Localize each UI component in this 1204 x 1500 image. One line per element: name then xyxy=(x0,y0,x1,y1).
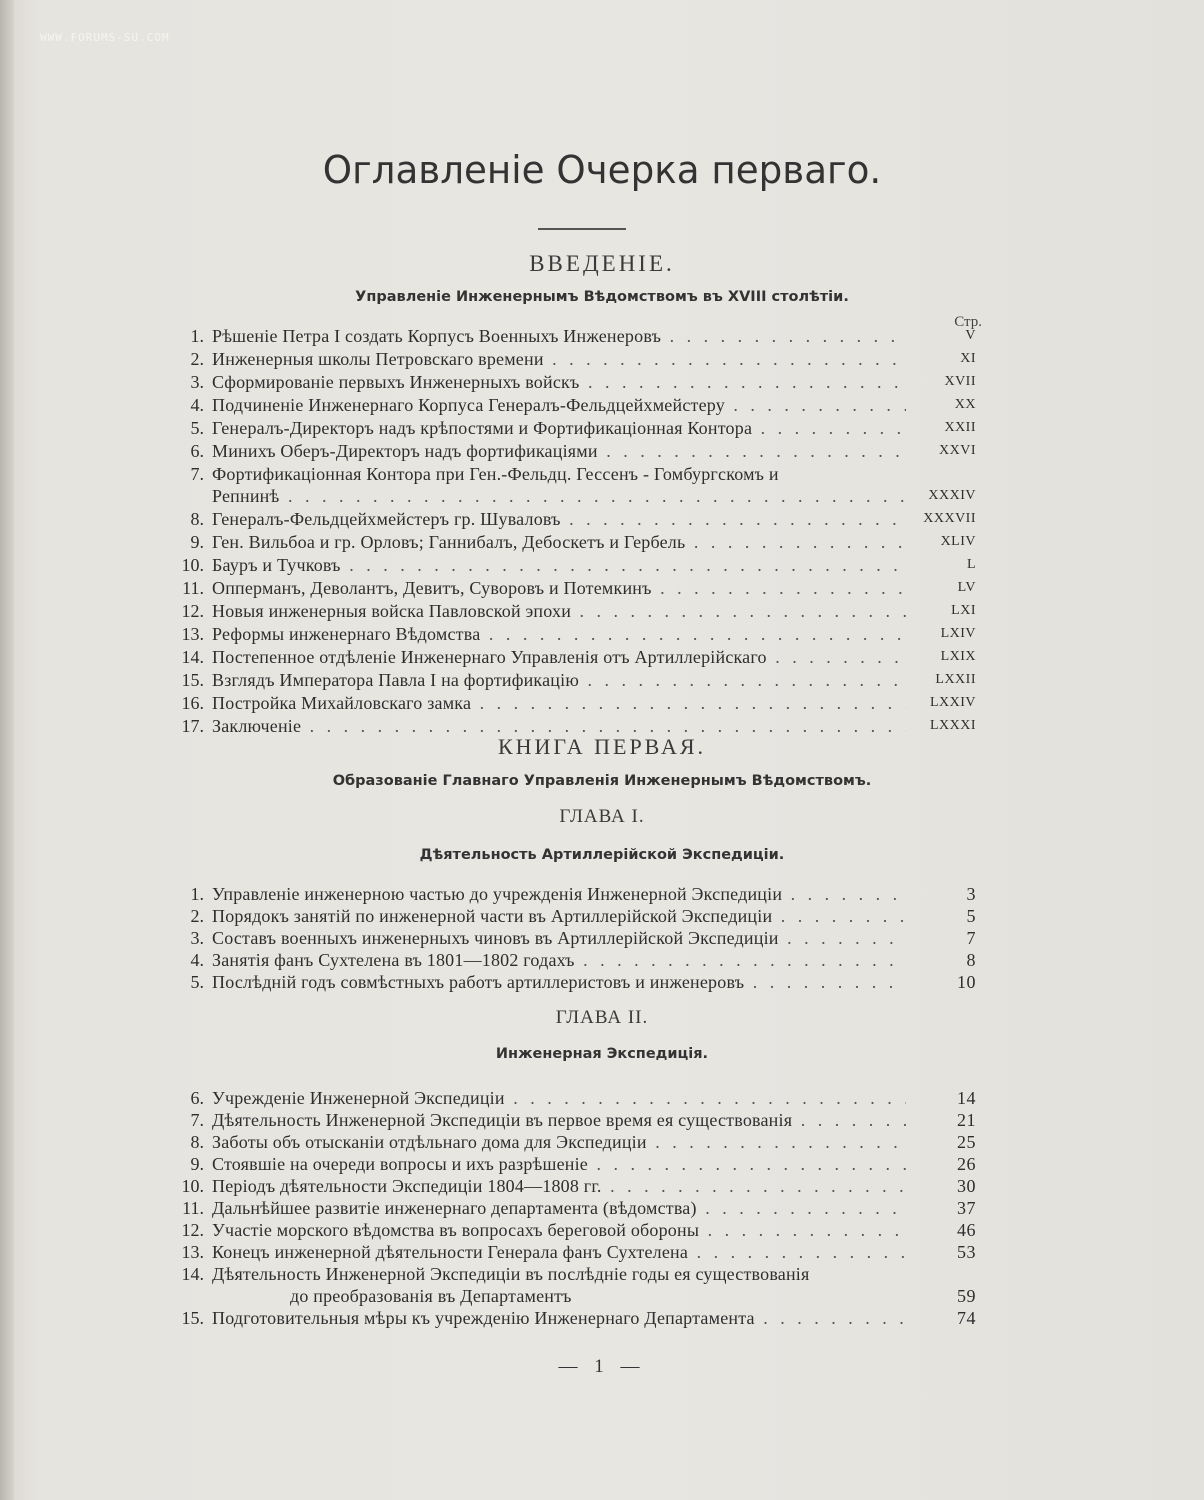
entry-title: Учрежденіе Инженерной Экспедиціи . . . xyxy=(212,1087,906,1109)
entry-number: 11. xyxy=(182,1198,204,1218)
toc-entry xyxy=(168,1087,976,1109)
entry-page: XI xyxy=(960,351,976,366)
entry-title: Дѣятельность Инженерной Экспедиціи въ послѣдніе годы ея существованія xyxy=(212,1264,810,1284)
entry-title: Взглядъ Императора Павла I на фортификацію . . . xyxy=(212,669,906,691)
entry-title: Заботы объ отысканіи отдѣльнаго дома для Экспедиціи . . . xyxy=(212,1131,906,1153)
toc-entry xyxy=(168,1109,976,1131)
page-column-label: Стр. xyxy=(954,314,982,330)
toc-entry xyxy=(168,325,976,347)
entry-title: Дѣятельность Инженерной Экспедиціи въ первое время ея существованія . . . xyxy=(212,1109,906,1131)
entry-page: 21 xyxy=(957,1110,976,1130)
toc-entry xyxy=(168,600,976,622)
entry-number: 16. xyxy=(181,693,204,713)
entry-page: LXI xyxy=(951,603,976,618)
entry-number: 1. xyxy=(190,884,204,904)
entry-page: V xyxy=(965,328,976,343)
toc-entry xyxy=(168,1175,976,1197)
entry-page: 8 xyxy=(966,950,976,970)
page-title: Оглавленіе Очерка перваго. xyxy=(322,148,882,192)
entry-number: 8. xyxy=(190,1132,204,1152)
entry-page: 59 xyxy=(957,1286,976,1306)
entry-page: 14 xyxy=(957,1088,976,1108)
entry-number: 15. xyxy=(181,1308,204,1328)
intro-subheading: Управленіе Инженернымъ Вѣдомствомъ въ XVIII столѣтіи. xyxy=(355,289,849,305)
chapter1-subheading: Дѣятельность Артиллерійской Экспедиціи. xyxy=(419,847,785,863)
toc-entry xyxy=(168,949,976,971)
entry-page: 7 xyxy=(966,928,976,948)
entry-page: 37 xyxy=(957,1198,976,1218)
toc-entry xyxy=(168,883,976,905)
chapter1-heading: ГЛАВА I. xyxy=(559,806,645,827)
entry-page: 30 xyxy=(957,1176,976,1196)
entry-page: 25 xyxy=(957,1132,976,1152)
toc-entry xyxy=(168,440,976,462)
entry-title: Генералъ-Директоръ надъ крѣпостями и Фортификаціонная Контора . . . xyxy=(212,417,906,439)
entry-number: 5. xyxy=(190,972,204,992)
toc-entry xyxy=(168,1219,976,1241)
entry-number: 6. xyxy=(190,441,204,461)
entry-page: 46 xyxy=(957,1220,976,1240)
entry-title: Послѣдній годъ совмѣстныхъ работъ артиллеристовъ и инженеровъ . . . xyxy=(212,971,906,993)
entry-page: LXXII xyxy=(935,672,976,687)
entry-page: 5 xyxy=(966,906,976,926)
toc-entry xyxy=(168,531,976,553)
entry-page: 10 xyxy=(957,972,976,992)
toc-entry xyxy=(168,1131,976,1153)
entry-page: XXXVII xyxy=(923,511,976,526)
entry-number: 4. xyxy=(190,395,204,415)
entry-title-continued: до преобразованія въ Департаментъ xyxy=(290,1286,572,1306)
entry-title: Подготовительныя мѣры къ учрежденію Инженернаго Департамента . . . xyxy=(212,1307,906,1329)
entry-title: Опперманъ, Деволантъ, Девитъ, Суворовъ и Потемкинъ . . . xyxy=(212,577,906,599)
toc-entry xyxy=(168,1153,976,1175)
entry-title: Инженерныя школы Петровскаго времени . . . xyxy=(212,348,906,370)
entry-number: 14. xyxy=(181,1264,204,1284)
page-number: — 1 — xyxy=(558,1356,646,1377)
entry-number: 17. xyxy=(181,716,204,736)
entry-title: Управленіе инженерною частью до учрежденія Инженерной Экспедиціи . . . xyxy=(212,883,906,905)
toc-entry xyxy=(168,692,976,714)
toc-entry-continuation xyxy=(168,485,976,507)
entry-title: Заключеніе . . . xyxy=(212,715,906,737)
entry-title: Сформированіе первыхъ Инженерныхъ войскъ . . . xyxy=(212,371,906,393)
entry-title: Участіе морского вѣдомства въ вопросахъ береговой обороны . . . xyxy=(212,1219,906,1241)
entry-title: Новыя инженерныя войска Павловской эпохи . . . xyxy=(212,600,906,622)
entry-page: XXXIV xyxy=(928,488,976,503)
entry-page: LXXIV xyxy=(929,695,976,710)
intro-heading: ВВЕДЕНІЕ. xyxy=(529,251,675,276)
entry-title: Составъ военныхъ инженерныхъ чиновъ въ Артиллерійской Экспедиціи . . . xyxy=(212,927,906,949)
toc-entry xyxy=(168,371,976,393)
entry-title-continued: Репнинѣ . . . xyxy=(212,485,906,507)
toc-entry xyxy=(168,394,976,416)
entry-number: 14. xyxy=(181,647,204,667)
entry-title: Бауръ и Тучковъ . . . xyxy=(212,554,906,576)
entry-title: Постройка Михайловскаго замка . . . xyxy=(212,692,906,714)
entry-title: Реформы инженернаго Вѣдомства . . . xyxy=(212,623,906,645)
entry-number: 3. xyxy=(190,928,204,948)
entry-page: LXXXI xyxy=(929,718,976,733)
entry-number: 9. xyxy=(190,532,204,552)
entry-title: Генералъ-Фельдцейхмейстеръ гр. Шуваловъ . . . xyxy=(212,508,906,530)
toc-entry xyxy=(168,417,976,439)
entry-title: Рѣшеніе Петра I создать Корпусъ Военныхъ Инженеровъ . . . xyxy=(212,325,906,347)
entry-title: Стоявшіе на очереди вопросы и ихъ разрѣшеніе . . . xyxy=(212,1153,906,1175)
entry-page: L xyxy=(966,557,976,572)
entry-number: 2. xyxy=(190,906,204,926)
entry-title: Фортификаціонная Контора при Ген.-Фельдц. Гессенъ - Гомбургскомъ и xyxy=(212,464,779,484)
toc-entry-continuation xyxy=(168,1285,976,1307)
entry-title: Порядокъ занятій по инженерной части въ Артиллерійской Экспедиціи . . . xyxy=(212,905,906,927)
toc-entry xyxy=(168,463,976,485)
title-divider xyxy=(538,228,626,230)
entry-number: 2. xyxy=(190,349,204,369)
toc-entry xyxy=(168,905,976,927)
entry-page: XXVI xyxy=(939,443,976,458)
entry-number: 1. xyxy=(190,326,204,346)
entry-title: Постепенное отдѣленіе Инженернаго Управленія отъ Артиллерійскаго . . . xyxy=(212,646,906,668)
entry-title: Подчиненіе Инженернаго Корпуса Генералъ-Фельдцейхмейстеру . . . xyxy=(212,394,906,416)
entry-page: XX xyxy=(954,397,976,412)
entry-number: 7. xyxy=(190,1110,204,1130)
entry-number: 13. xyxy=(181,624,204,644)
entry-number: 9. xyxy=(190,1154,204,1174)
toc-entry xyxy=(168,1263,976,1285)
entry-page: 74 xyxy=(957,1308,976,1328)
entry-page: XXII xyxy=(944,420,976,435)
watermark: WWW.FORUMS-SU.COM xyxy=(40,31,170,44)
entry-title: Минихъ Оберъ-Директоръ надъ фортификаціями . . . xyxy=(212,440,906,462)
entry-number: 13. xyxy=(181,1242,204,1262)
entry-number: 10. xyxy=(181,1176,204,1196)
entry-page: LV xyxy=(957,580,976,595)
toc-entry xyxy=(168,1241,976,1263)
entry-number: 3. xyxy=(190,372,204,392)
entry-page: LXIV xyxy=(940,626,976,641)
entry-page: 53 xyxy=(957,1242,976,1262)
chapter2-heading: ГЛАВА II. xyxy=(555,1007,649,1028)
entry-number: 12. xyxy=(181,1220,204,1240)
toc-entry xyxy=(168,1307,976,1329)
entry-title: Дальнѣйшее развитіе инженернаго департамента (вѣдомства) . . . xyxy=(212,1197,906,1219)
entry-number: 11. xyxy=(182,578,204,598)
entry-title: Конецъ инженерной дѣятельности Генерала фанъ Сухтелена . . . xyxy=(212,1241,906,1263)
entry-title: Занятія фанъ Сухтелена въ 1801—1802 годахъ . . . xyxy=(212,949,906,971)
chapter2-subheading: Инженерная Экспедиція. xyxy=(495,1046,709,1062)
entry-page: 3 xyxy=(966,884,976,904)
entry-number: 6. xyxy=(190,1088,204,1108)
toc-entry xyxy=(168,669,976,691)
entry-page: LXIX xyxy=(940,649,976,664)
entry-number: 7. xyxy=(190,464,204,484)
toc-entry xyxy=(168,577,976,599)
entry-number: 5. xyxy=(190,418,204,438)
entry-page: 26 xyxy=(957,1154,976,1174)
entry-title: Періодъ дѣятельности Экспедиціи 1804—1808 гг. . . . xyxy=(212,1175,906,1197)
entry-number: 4. xyxy=(190,950,204,970)
toc-entry xyxy=(168,927,976,949)
toc-entry xyxy=(168,554,976,576)
toc-entry xyxy=(168,623,976,645)
entry-number: 15. xyxy=(181,670,204,690)
entry-page: XLIV xyxy=(940,534,976,549)
entry-number: 8. xyxy=(190,509,204,529)
toc-entry xyxy=(168,508,976,530)
entry-title: Ген. Вильбоа и гр. Орловъ; Ганнибалъ, Дебоскетъ и Гербель . . . xyxy=(212,531,906,553)
toc-entry xyxy=(168,646,976,668)
toc-entry xyxy=(168,348,976,370)
entry-page: XVII xyxy=(944,374,976,389)
toc-entry xyxy=(168,971,976,993)
book-heading: КНИГА ПЕРВАЯ. xyxy=(497,734,707,759)
entry-number: 12. xyxy=(181,601,204,621)
book-subheading: Образованіе Главнаго Управленія Инженернымъ Вѣдомствомъ. xyxy=(332,773,872,789)
entry-number: 10. xyxy=(181,555,204,575)
toc-entry xyxy=(168,1197,976,1219)
